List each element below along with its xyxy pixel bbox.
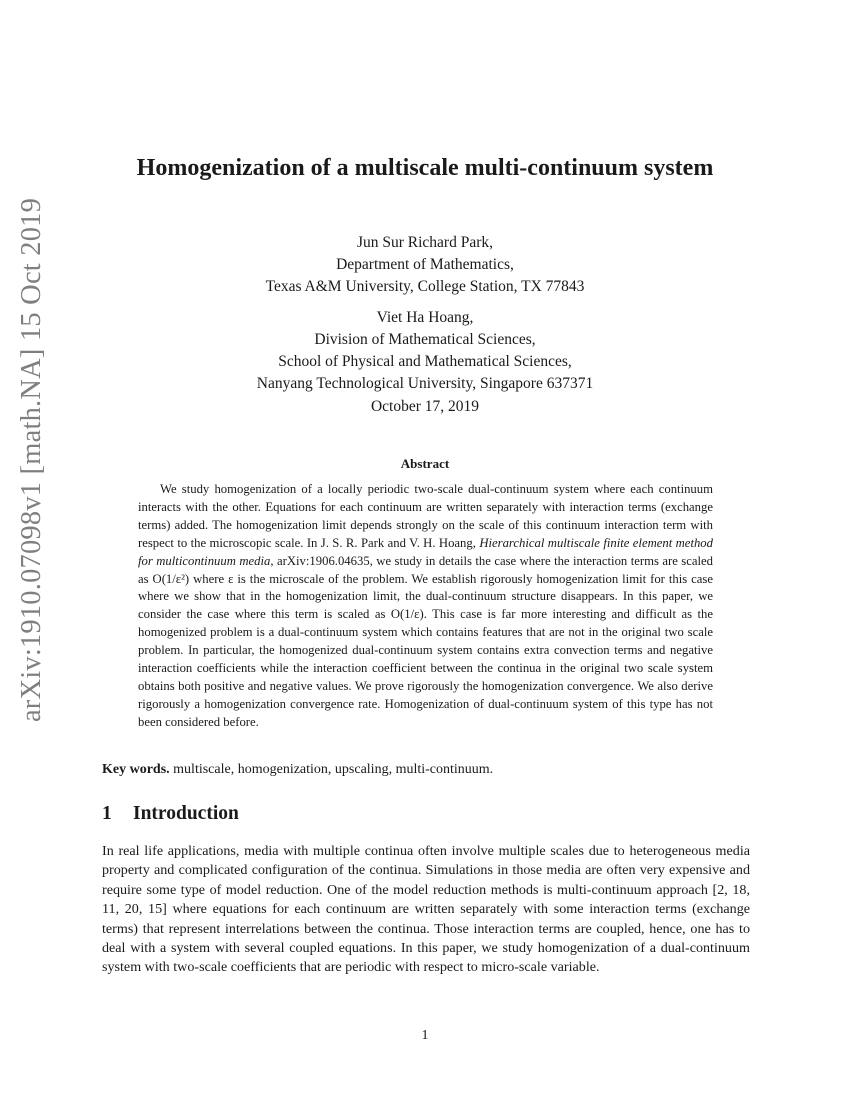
author-block-1: [180, 232, 670, 298]
arxiv-stamp: [15, 197, 49, 723]
section-number: 1: [102, 803, 112, 824]
author-affiliation: School of Physical and Mathematical Sciences,: [278, 353, 572, 370]
abstract-text: We study homogenization of a locally periodic two-scale dual-continuum system where each continuum interacts with the other. Equations for each continuum are written separately with interaction terms (exchange terms) added. The homogenization limit depends strongly on the scale of this continuum interaction term with respect to the microscopic scale. In J. S. R. Park and V. H. Hoang,: [138, 482, 713, 550]
author-affiliation: Nanyang Technological University, Singapore 637371: [256, 375, 594, 392]
abstract-heading: Abstract: [400, 456, 450, 471]
abstract-text: , arXiv:1906.04635, we study in details the case where the interaction terms are scaled as O(1/ε²) where ε is the microscale of the problem. We establish rigorously homogenization limit for this case where we show that in the homogenization limit, the dual-continuum structure disappears. In this paper, we consider the case where this term is scaled as O(1/ε). This case is far more interesting and difficult as the homogenized problem is a dual-continuum system which contains features that are not in the original two scale problem. In particular, the homogenized dual-continuum system contains extra convection terms and negative interaction coefficients while the interaction coefficient between the continua in the original two scale system obtains both positive and negative values. We prove rigorously the homogenization convergence. We also derive rigorously a homogenization convergence rate. Homogenization of dual-continuum system of this type has not been considered before.: [138, 553, 714, 729]
author-affiliation: Texas A&M University, College Station, TX 77843: [265, 278, 585, 295]
page-number: 1: [421, 1028, 429, 1043]
keywords-text: multiscale, homogenization, upscaling, multi-continuum.: [169, 762, 494, 777]
keywords-label: Key words.: [102, 762, 170, 777]
author-block-2: [180, 307, 670, 395]
introduction-paragraph: In real life applications, media with multiple continua often involve multiple scales due to heterogeneous media property and complicated configuration of the continua. Simulations in those media are often very expensive and require some type of model reduction. One of the model reduction methods is multi-continuum approach [2, 18, 11, 20, 15] where equations for each continuum are written separately with some interaction terms (exchange terms) that represent interrelations between the continua. Those interaction terms are coupled, hence, one has to deal with a system with several coupled equations. In this paper, we study homogenization of a dual-continuum system with two-scale coefficients that are periodic with respect to micro-scale variable.: [102, 843, 750, 976]
author-name: Viet Ha Hoang,: [376, 309, 474, 326]
abstract-body: [138, 481, 713, 732]
author-name: Jun Sur Richard Park,: [356, 234, 494, 251]
paper-date: October 17, 2019: [370, 398, 480, 415]
author-affiliation: Department of Mathematics,: [336, 256, 514, 273]
keywords: [102, 762, 752, 778]
section-heading: [102, 803, 239, 825]
arxiv-stamp-text: arXiv:1910.07098v1 [math.NA] 15 Oct 2019: [16, 197, 47, 723]
paper-title: Homogenization of a multiscale multi-continuum system: [136, 155, 714, 181]
cited-paper-title: Hierarchical multiscale finite element method for multicontinuum media: [138, 535, 713, 568]
author-affiliation: Division of Mathematical Sciences,: [314, 331, 536, 348]
section-title: Introduction: [133, 803, 239, 824]
